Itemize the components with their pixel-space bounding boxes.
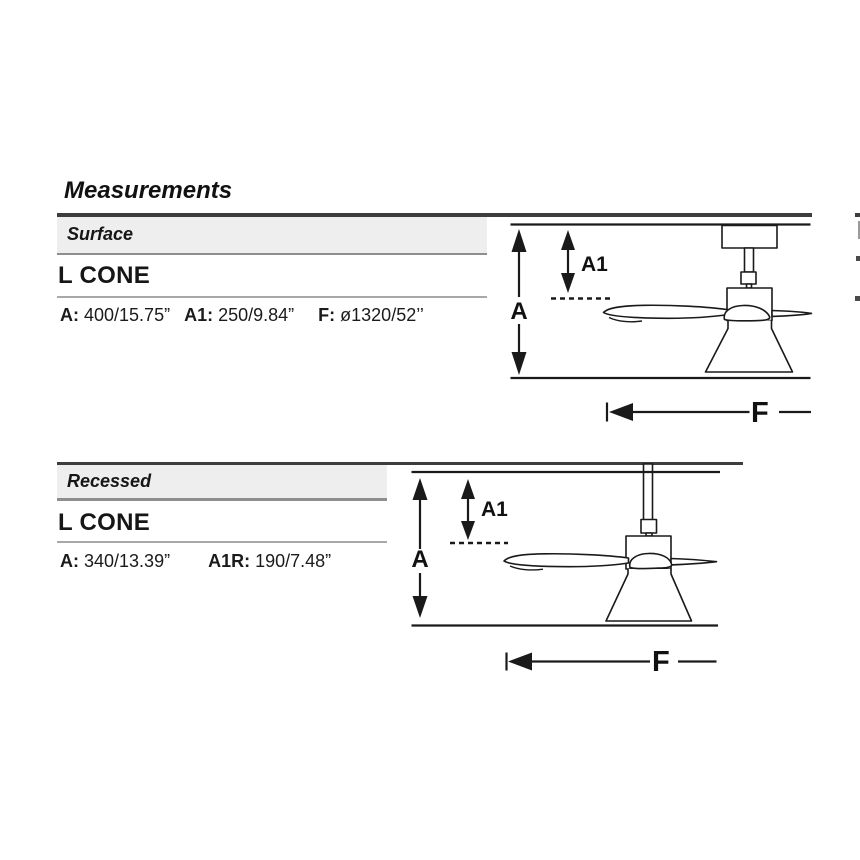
spec-label: A: (60, 305, 79, 325)
page-edge-artifact (856, 256, 860, 261)
dim-a1-arrowhead-up (561, 230, 575, 250)
dim-a1-arrowhead-down (461, 521, 475, 540)
dim-a-label: A (411, 546, 429, 573)
surface-header-label: Surface (67, 224, 134, 244)
recessed-product-name: L CONE (58, 509, 151, 536)
spec-label: A1: (184, 305, 214, 325)
surface-product-name: L CONE (58, 262, 151, 289)
page-edge-artifact (855, 296, 860, 301)
spec-label: F: (318, 305, 336, 325)
recessed-mount-diagram (0, 445, 860, 690)
fan-coupler (641, 520, 657, 534)
spec-label: A: (60, 551, 79, 571)
dim-a-arrowhead-up (512, 229, 527, 252)
fan-blade-right (671, 559, 717, 565)
spec-value: ø1320/52’’ (340, 305, 424, 325)
dim-a-arrowhead-down (512, 352, 527, 375)
fan-blade-right (772, 311, 812, 317)
dim-a1-label: A1 (481, 498, 508, 521)
spec-value: 400/15.75” (84, 305, 171, 325)
spec-label: A1R: (208, 551, 251, 571)
page-edge-artifact (855, 213, 860, 217)
dim-a-arrowhead-up (413, 478, 428, 500)
recessed-header-label: Recessed (67, 471, 152, 491)
fan-downrod (745, 248, 754, 272)
page-title: Measurements (64, 177, 233, 204)
dim-a1-arrowhead-up (461, 479, 475, 499)
dim-a1-label: A1 (581, 253, 608, 276)
fan-blade-left (504, 554, 629, 567)
dim-f-arrowhead-left (508, 653, 532, 671)
dim-a-label: A (510, 298, 528, 325)
dim-f-label: F (652, 646, 670, 678)
fan-cone-shade (606, 569, 692, 621)
fan-canopy (722, 226, 777, 249)
fan-cone-shade (706, 321, 793, 373)
spec-value: 340/13.39” (84, 551, 171, 571)
spec-value: 250/9.84” (218, 305, 295, 325)
dim-f-label: F (751, 397, 769, 429)
fan-blade-left (604, 305, 729, 318)
dim-a1-arrowhead-down (561, 273, 575, 293)
surface-mount-diagram (0, 200, 860, 440)
fan-coupler (741, 272, 756, 284)
dim-f-arrowhead-left (609, 403, 633, 421)
spec-value: 190/7.48” (255, 551, 332, 571)
dim-a-arrowhead-down (413, 596, 428, 618)
